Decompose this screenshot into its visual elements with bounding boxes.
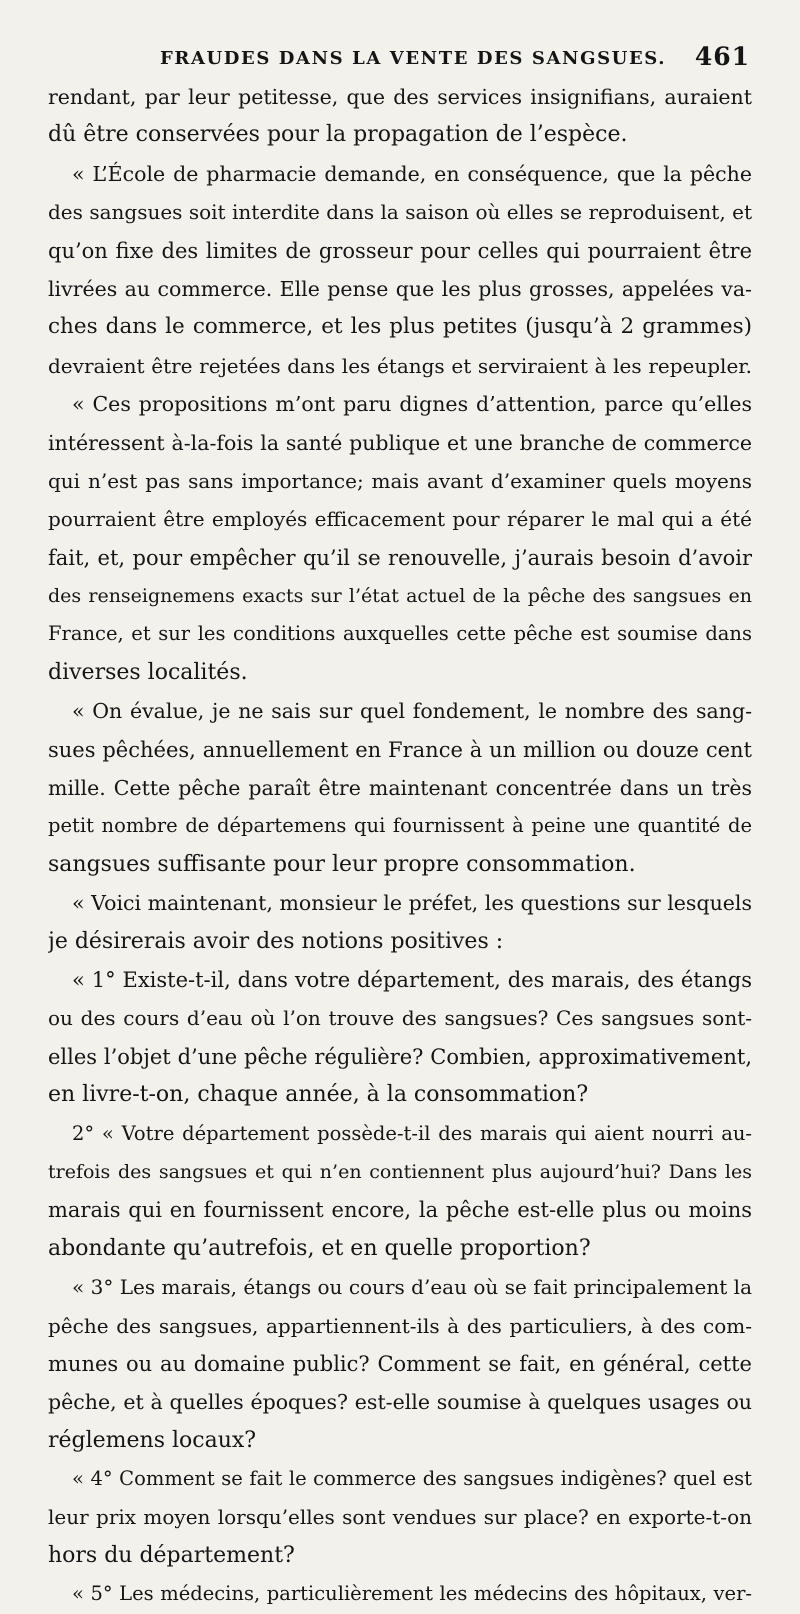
text-line: petit nombre de départemens qui fournissent à peine une quantité de (48, 814, 752, 838)
text-line: leur prix moyen lorsqu’elles sont vendues sur place? en exporte-t-on (48, 1505, 752, 1530)
text-line: fait, et, pour empêcher qu’il se renouvelle, j’aurais besoin d’avoir (48, 545, 752, 570)
text-line: qu’on fixe des limites de grosseur pour celles qui pourraient être (48, 238, 752, 263)
text-line: trefois des sangsues et qui n’en contiennent plus aujourd’hui? Dans les (48, 1160, 752, 1183)
text-line: sues pêchées, annuellement en France à un million ou douze cent (48, 737, 752, 762)
text-line: sangsues suffisante pour leur propre consommation. (48, 851, 636, 877)
text-line: hors du département? (48, 1542, 295, 1568)
text-line: « 5° Les médecins, particulièrement les médecins des hôpitaux, ver- (72, 1582, 752, 1606)
text-line: dû être conservées pour la propagation de l’espèce. (48, 122, 628, 148)
text-line: elles l’objet d’une pêche régulière? Combien, approximativement, (48, 1044, 752, 1069)
text-line: ou des cours d’eau où l’on trouve des sangsues? Ces sangsues sont- (48, 1006, 752, 1031)
text-line: ches dans le commerce, et les plus petites (jusqu’à 2 grammes) (48, 314, 752, 340)
text-line: intéressent à-la-fois la santé publique et une branche de commerce (48, 430, 752, 455)
text-line: des sangsues soit interdite dans la saison où elles se reproduisent, et (48, 200, 752, 225)
text-line: « 4° Comment se fait le commerce des sangsues indigènes? quel est (72, 1467, 752, 1491)
text-line: 2° « Votre département possède-t-il des marais qui aient nourri au- (72, 1121, 752, 1145)
text-line: devraient être rejetées dans les étangs et serviraient à les repeupler. (48, 353, 752, 378)
text-line: en livre-t-on, chaque année, à la consommation? (48, 1082, 589, 1108)
running-head (48, 38, 752, 78)
body-text (48, 78, 752, 1614)
text-line: qui n’est pas sans importance; mais avant d’examiner quels moyens (48, 468, 752, 493)
text-line: munes ou au domaine public? Comment se fait, en général, cette (48, 1351, 752, 1376)
text-line: je désirerais avoir des notions positives : (48, 928, 504, 954)
text-line: « 3° Les marais, étangs ou cours d’eau où se fait principalement la (72, 1275, 752, 1300)
text-line: marais qui en fournissent encore, la pêche est-elle plus ou moins (48, 1198, 752, 1223)
text-line: « Ces propositions m’ont paru dignes d’attention, parce qu’elles (72, 392, 752, 417)
text-line: pourraient être employés efficacement pour réparer le mal qui a été (48, 507, 752, 532)
text-line: « L’École de pharmacie demande, en conséquence, que la pêche (72, 161, 752, 186)
text-line: mille. Cette pêche paraît être maintenant concentrée dans un très (48, 776, 752, 801)
running-title: FRAUDES DANS LA VENTE DES SANGSUES. (160, 48, 667, 69)
text-line: « On évalue, je ne sais sur quel fondement, le nombre des sang- (72, 699, 752, 724)
text-line: abondante qu’autrefois, et en quelle proportion? (48, 1235, 591, 1261)
text-line: diverses localités. (48, 659, 248, 685)
text-line: pêche des sangsues, appartiennent-ils à des particuliers, à des com- (48, 1313, 752, 1338)
text-line: France, et sur les conditions auxquelles cette pêche est soumise dans (48, 622, 752, 646)
text-line: des renseignemens exacts sur l’état actuel de la pêche des sangsues en (48, 585, 752, 608)
text-line: réglemens locaux? (48, 1427, 257, 1453)
text-line: « 1° Existe-t-il, dans votre département, des marais, des étangs (72, 967, 752, 992)
page-number: 461 (694, 42, 750, 71)
text-line: livrées au commerce. Elle pense que les plus grosses, appelées va- (48, 276, 752, 301)
text-line: « Voici maintenant, monsieur le préfet, les questions sur lesquels (72, 891, 752, 916)
text-line: rendant, par leur petitesse, que des services insignifians, auraient (48, 85, 752, 109)
text-line: pêche, et à quelles époques? est-elle soumise à quelques usages ou (48, 1390, 752, 1415)
